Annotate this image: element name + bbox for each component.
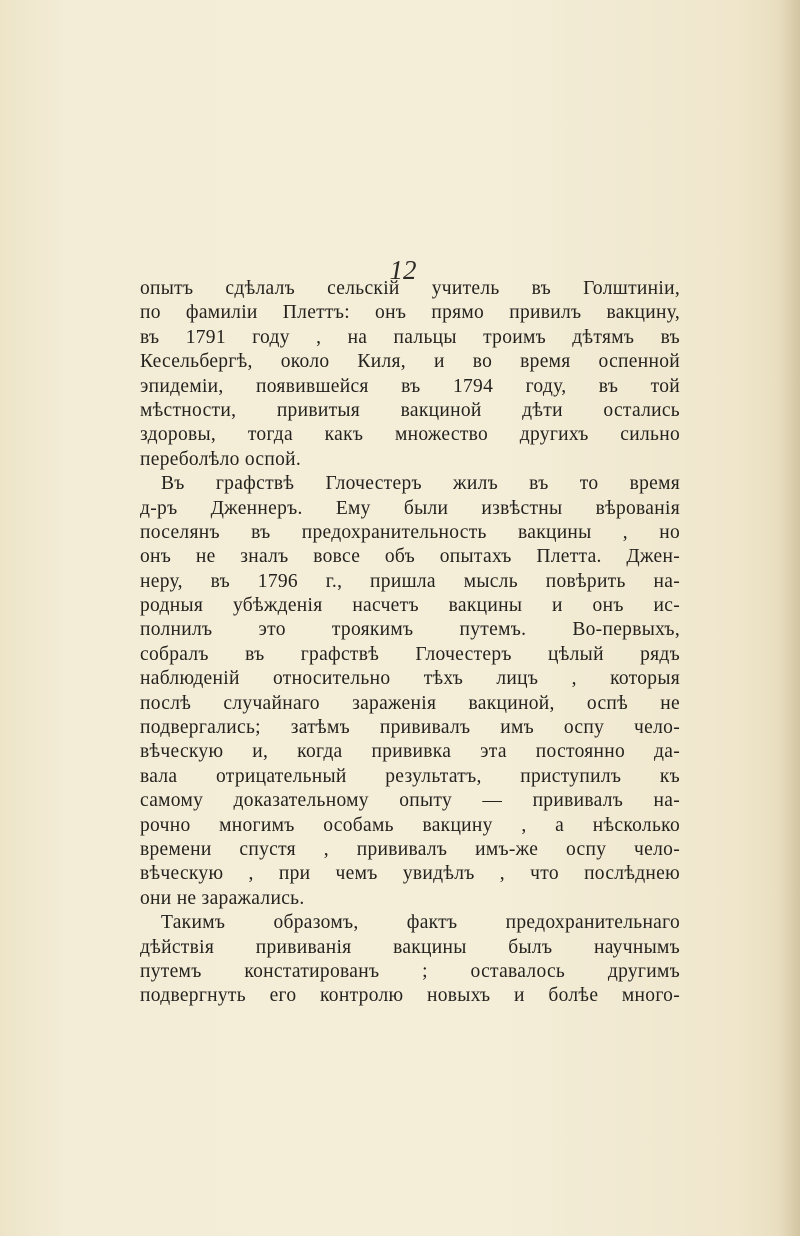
text-line: вѣческую , при чемъ увидѣлъ , что послѣднею [140, 863, 680, 885]
text-line: д-ръ Дженнеръ. Ему были извѣстны вѣрованія [140, 497, 680, 519]
page-number: 12 [389, 255, 417, 285]
text-line: вѣческую и, когда прививка эта постоянно да- [140, 741, 680, 763]
text-line: поселянъ въ предохранительность вакцины , но [140, 521, 680, 543]
text-line: они не заражались. [140, 887, 305, 909]
text-line: собралъ въ графствѣ Глочестеръ цѣлый рядъ [140, 643, 680, 665]
text-line: подвергнуть его контролю новыхъ и болѣе много- [140, 985, 680, 1007]
body-text [140, 277, 680, 1009]
text-line: мѣстности, привитыя вакциной дѣти остались [140, 399, 680, 421]
text-line: рочно многимъ особамь вакцину , а нѣсколько [140, 814, 680, 836]
text-line: послѣ случайнаго зараженія вакциной, оспѣ не [140, 692, 680, 714]
text-line: Такимъ образомъ, фактъ предохранительнаго [161, 912, 680, 934]
text-line: дѣйствія прививанія вакцины былъ научнымъ [140, 936, 680, 958]
text-line: вала отрицательный результатъ, приступилъ къ [140, 765, 680, 787]
text-line: полнилъ это троякимъ путемъ. Во-первыхъ, [140, 619, 680, 641]
text-line: Въ графствѣ Глочестеръ жилъ въ то время [161, 473, 680, 495]
text-line: времени спустя , прививалъ имъ-же оспу чело- [140, 838, 680, 860]
text-line: родныя убѣжденія насчетъ вакцины и онъ ис- [140, 595, 680, 617]
text-line: Кесельбергѣ, около Киля, и во время оспенной [140, 351, 680, 373]
text-line: здоровы, тогда какъ множество другихъ сильно [140, 424, 680, 446]
text-line: эпидеміи, появившейся въ 1794 году, въ той [140, 375, 680, 397]
text-line: переболѣло оспой. [140, 448, 302, 470]
text-line: путемъ констатированъ ; оставалось другимъ [140, 960, 680, 982]
text-line: подвергались; затѣмъ прививалъ имъ оспу чело- [140, 717, 680, 739]
text-line: опытъ сдѣлалъ сельскій учитель въ Голштиніи, [140, 278, 680, 299]
text-line: по фамиліи Плеттъ: онъ прямо привилъ вакцину, [140, 302, 680, 324]
text-line: самому доказательному опыту — прививалъ на- [140, 790, 680, 812]
text-line: онъ не зналъ вовсе объ опытахъ Плетта. Джен- [140, 546, 680, 568]
text-line: наблюденій относительно тѣхъ лицъ , которыя [140, 668, 680, 690]
page-edge-shadow [778, 0, 800, 1236]
text-line: въ 1791 году , на пальцы троимъ дѣтямъ въ [140, 326, 680, 348]
text-line: неру, въ 1796 г., пришла мысль повѣрить на- [140, 570, 680, 592]
